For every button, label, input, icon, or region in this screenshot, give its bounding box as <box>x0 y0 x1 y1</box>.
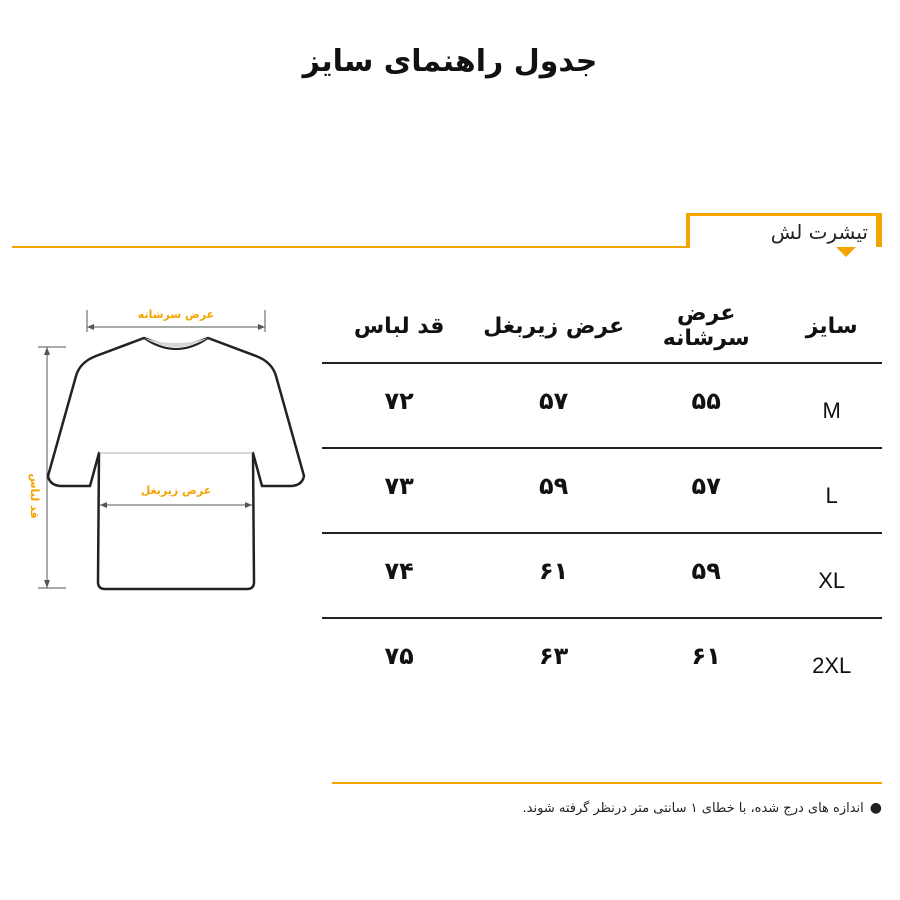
table-header-row <box>322 290 882 363</box>
table-row <box>322 618 882 702</box>
armpit-value: ۶۱ <box>476 533 631 618</box>
shoulder-value: ۵۵ <box>631 363 781 448</box>
length-label: قد لباس <box>28 473 41 519</box>
shoulder-value: ۶۱ <box>691 642 721 670</box>
header-length: قد لباس <box>322 290 476 363</box>
footer-note-text: اندازه های درج شده، با خطای ۱ سانتی متر درنظر گرفته شوند. <box>522 801 864 816</box>
header-size: سایز <box>781 290 882 363</box>
size-value: 2XL <box>812 653 852 678</box>
size-table <box>322 290 882 702</box>
armpit-value: ۵۷ <box>476 363 631 448</box>
section-tab-notch <box>836 247 856 257</box>
length-value: ۷۳ <box>322 448 476 533</box>
shoulder-value: ۵۹ <box>631 533 781 618</box>
shoulder-width-label: عرض سرشانه <box>137 308 215 321</box>
header-armpit-width: عرض زیربغل <box>476 290 631 363</box>
tshirt-outline <box>48 338 304 589</box>
section-divider <box>12 246 702 248</box>
size-value: L <box>781 448 882 533</box>
armpit-width-label: عرض زیربغل <box>140 484 212 497</box>
shoulder-value: ۵۷ <box>631 448 781 533</box>
table-row <box>322 448 882 533</box>
tshirt-diagram <box>20 300 310 600</box>
footer-note <box>332 800 882 816</box>
section-label: تیشرت لش <box>690 216 876 248</box>
header-shoulder-width: عرض سرشانه <box>631 290 781 363</box>
size-value: XL <box>781 533 882 618</box>
table-row <box>322 533 882 618</box>
table-row <box>322 363 882 448</box>
page-title: جدول راهنمای سایز <box>302 44 598 79</box>
size-value: M <box>781 363 882 448</box>
armpit-value: ۶۳ <box>539 642 569 670</box>
footer-divider <box>332 782 882 784</box>
length-value: ۷۴ <box>322 533 476 618</box>
length-value: ۷۵ <box>384 642 414 670</box>
armpit-value: ۵۹ <box>476 448 631 533</box>
length-value: ۷۲ <box>322 363 476 448</box>
bullet-icon: ● <box>869 800 882 816</box>
